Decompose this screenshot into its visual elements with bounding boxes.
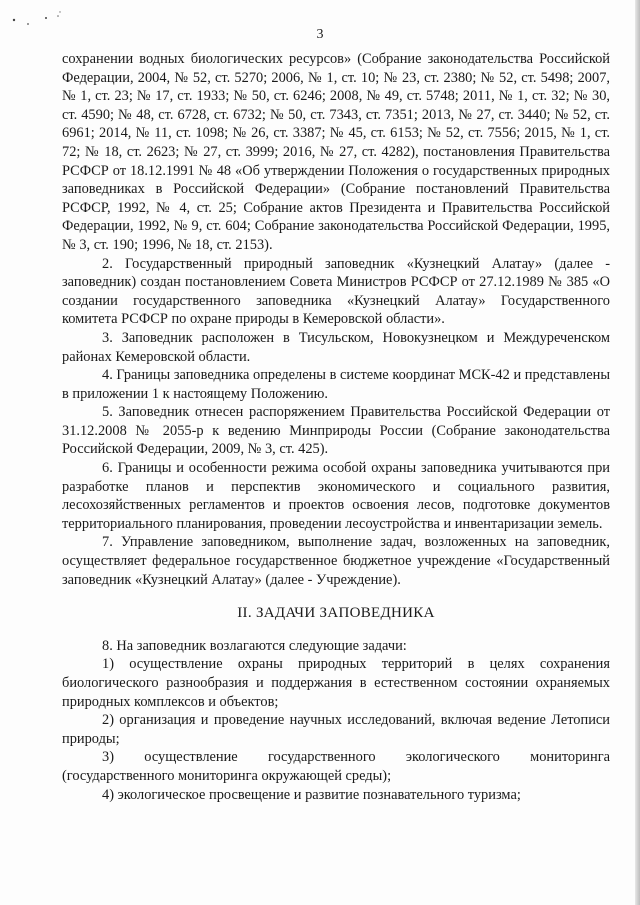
task-item-4: 4) экологическое просвещение и развитие познавательного туризма; bbox=[102, 786, 521, 803]
tasks-intro: 8. На заповедник возлагаются следующие задачи: bbox=[102, 637, 407, 654]
paragraph-4: 4. Границы заповедника определены в системе координат МСК-42 и представлены в приложении 1 к настоящему Положению. bbox=[62, 367, 610, 402]
task-item-2: 2) организация и проведение научных исследований, включая ведение Летописи природы; bbox=[62, 712, 610, 747]
task-item-3: 3) осуществление государственного экологического мониторинга (государственного мониторинга окружающей среды); bbox=[62, 749, 610, 784]
paragraph-5: 5. Заповедник отнесен распоряжением Правительства Российской Федерации от 31.12.2008 № 2055-р к ведению Минприроды России (Собрание законодательства Российской Федерации, 2009, № 3, ст. 425). bbox=[62, 404, 610, 458]
page-number: 3 bbox=[316, 27, 324, 42]
paragraph-7: 7. Управление заповедником, выполнение задач, возложенных на заповедник, осуществляет федеральное государственное бюджетное учреждение «Государственный заповедник «Кузнецкий Алатау» (далее - Учреждение). bbox=[62, 534, 610, 588]
paragraph-6: 6. Границы и особенности режима особой охраны заповедника учитываются при разработке планов и перспектив экономического и социального развития, лесохозяйственных регламентов и проектов освоения лесов, подготовке документов территориального планирования, проведении лесоустройства и инвентаризации земель. bbox=[62, 460, 610, 532]
paragraph-2: 2. Государственный природный заповедник «Кузнецкий Алатау» (далее - заповедник) создан постановлением Совета Министров РСФСР от 27.12.1989 № 385 «О создании государственного заповедника «Кузнецкий Алатау» Государственного комитета РСФСР по охране природы в Кемеровской области». bbox=[62, 255, 610, 328]
document-body bbox=[62, 50, 610, 804]
paragraph-continuation: сохранении водных биологических ресурсов» (Собрание законодательства Российской Федерации, 2004, № 52, ст. 5270; 2006, № 1, ст. 10; № 23, ст. 2380; № 52, ст. 5498; 2007, № 1, ст. 23; № 17, ст. 1933; № 50, ст. 6246; 2008, № 49, ст. 5748; 2011, № 1, ст. 32; № 30, ст. 4590; № 48, ст. 6728, ст. 6732; № 50, ст. 7343, ст. 7351; 2013, № 27, ст. 3440; № 52, ст. 6961; 2014, № 11, ст. 1098; № 26, ст. 3387; № 45, ст. 6153; № 52, ст. 7556; 2015, № 1, ст. 72; № 18, ст. 2623; № 27, ст. 3999; 2016, № 27, ст. 4282), постановления Правительства РСФСР от 18.12.1991 № 48 «Об утверждении Положения о государственных природных заповедниках в Российской Федерации» (Собрание постановлений Правительства РСФСР, 1992, № 4, ст. 25; Собрание актов Президента и Правительства Российской Федерации, 1992, № 9, ст. 604; Собрание законодательства Российской Федерации, 1995, № 3, ст. 190; 1996, № 18, ст. 2153). bbox=[62, 51, 610, 253]
paragraph-3: 3. Заповедник расположен в Тисульском, Новокузнецком и Междуреченском районах Кемеровской области. bbox=[62, 329, 610, 365]
scan-edge-shadow bbox=[635, 0, 640, 905]
section-heading: II. ЗАДАЧИ ЗАПОВЕДНИКА bbox=[237, 605, 435, 622]
task-item-1: 1) осуществление охраны природных территорий в целях сохранения биологического разнообразия и поддержания в естественном состоянии охраняемых природных комплексов и объектов; bbox=[62, 656, 610, 710]
